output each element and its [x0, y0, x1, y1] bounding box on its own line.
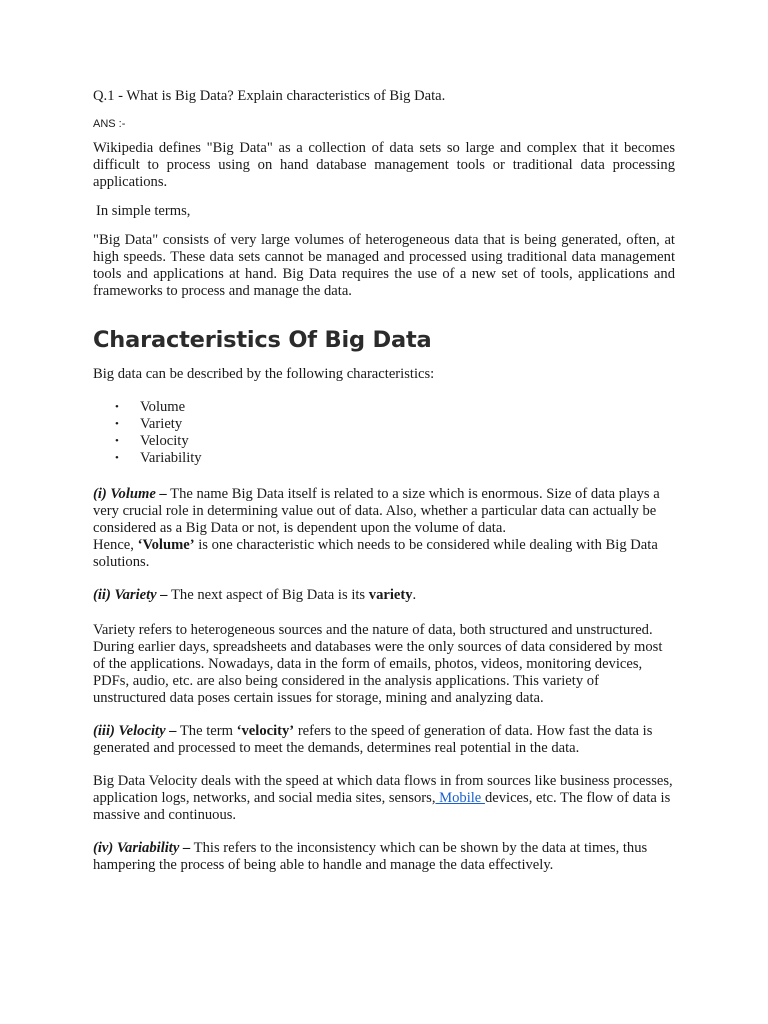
intro-paragraph: Wikipedia defines "Big Data" as a collection of data sets so large and complex that it becomes difficult to process using on hand database management tools or traditional data processing applications. [93, 140, 675, 190]
volume-bold-term: ‘Volume’ [137, 537, 195, 553]
list-item-label: Variability [140, 450, 202, 466]
velocity-label: (iii) Velocity – [93, 723, 177, 739]
bullet-icon: • [115, 418, 119, 430]
velocity-text: The term [176, 723, 237, 739]
volume-paragraph [93, 486, 675, 571]
bullet-icon: • [115, 401, 119, 413]
bullet-icon: • [115, 435, 119, 447]
variety-text-2: . [412, 587, 417, 603]
velocity-detail-paragraph [93, 773, 675, 824]
characteristics-description: Big data can be described by the following characteristics: [93, 366, 435, 382]
velocity-paragraph [93, 723, 675, 757]
variability-label: (iv) Variability – [93, 840, 191, 856]
volume-label: (i) Volume – [93, 486, 167, 502]
velocity-detail-text: Big Data Velocity deals with the speed at which data flows in from sources like business processes, application logs, networks, and social media sites, sensors, [93, 773, 673, 806]
variety-paragraph [93, 587, 675, 604]
volume-hence: Hence, [93, 537, 138, 553]
list-item [93, 450, 675, 467]
list-item [93, 399, 675, 416]
list-item-label: Velocity [140, 433, 189, 449]
section-heading: Characteristics Of Big Data [93, 327, 432, 353]
velocity-text-2: refers to the speed of generation of data. How fast the data is generated and processed to meet the demands, determines real potential in the data. [93, 723, 653, 756]
answer-label: ANS :- [93, 118, 126, 130]
document-content [93, 88, 675, 890]
list-item-label: Variety [140, 416, 183, 432]
list-item [93, 433, 675, 450]
bullet-icon: • [115, 452, 119, 464]
simple-terms-text: In simple terms, [96, 203, 191, 219]
variability-paragraph [93, 840, 675, 874]
velocity-detail-text-2: devices, etc. The flow of data is massive and continuous. [93, 790, 671, 823]
definition-paragraph: "Big Data" consists of very large volumes of heterogeneous data that is being generated, often, at high speeds. These data sets cannot be managed and processed using traditional data management tools and applications at hand. Big Data requires the use of a new set of tools, applications and frameworks to process and manage the data. [93, 232, 675, 299]
variety-label: (ii) Variety – [93, 587, 168, 603]
volume-text: The name Big Data itself is related to a size which is enormous. Size of data plays a very crucial role in determining value out of data. Also, whether a particular data can actually be considered as a Big Data or not, is dependent upon the volume of data. [93, 486, 660, 536]
characteristics-list [93, 399, 675, 467]
variety-text: The next aspect of Big Data is its [167, 587, 369, 603]
mobile-link[interactable]: Mobile [435, 790, 485, 806]
variability-text: This refers to the inconsistency which can be shown by the data at times, thus hampering the process of being able to handle and manage the data effectively. [93, 840, 648, 873]
variety-detail-paragraph: Variety refers to heterogeneous sources and the nature of data, both structured and unstructured. During earlier days, spreadsheets and databases were the only sources of data considered by most of the applications. Nowadays, data in the form of emails, photos, videos, monitoring devices, PDFs, audio, etc. are also being considered in the analysis applications. This variety of unstructured data poses certain issues for storage, mining and analyzing data. [93, 622, 663, 706]
list-item [93, 416, 675, 433]
question-title: Q.1 - What is Big Data? Explain characteristics of Big Data. [93, 88, 446, 104]
volume-text-2: is one characteristic which needs to be considered while dealing with Big Data solutions. [93, 537, 658, 570]
variety-bold-term: variety [368, 587, 413, 603]
list-item-label: Volume [140, 399, 186, 415]
velocity-bold-term: ‘velocity’ [236, 723, 295, 739]
